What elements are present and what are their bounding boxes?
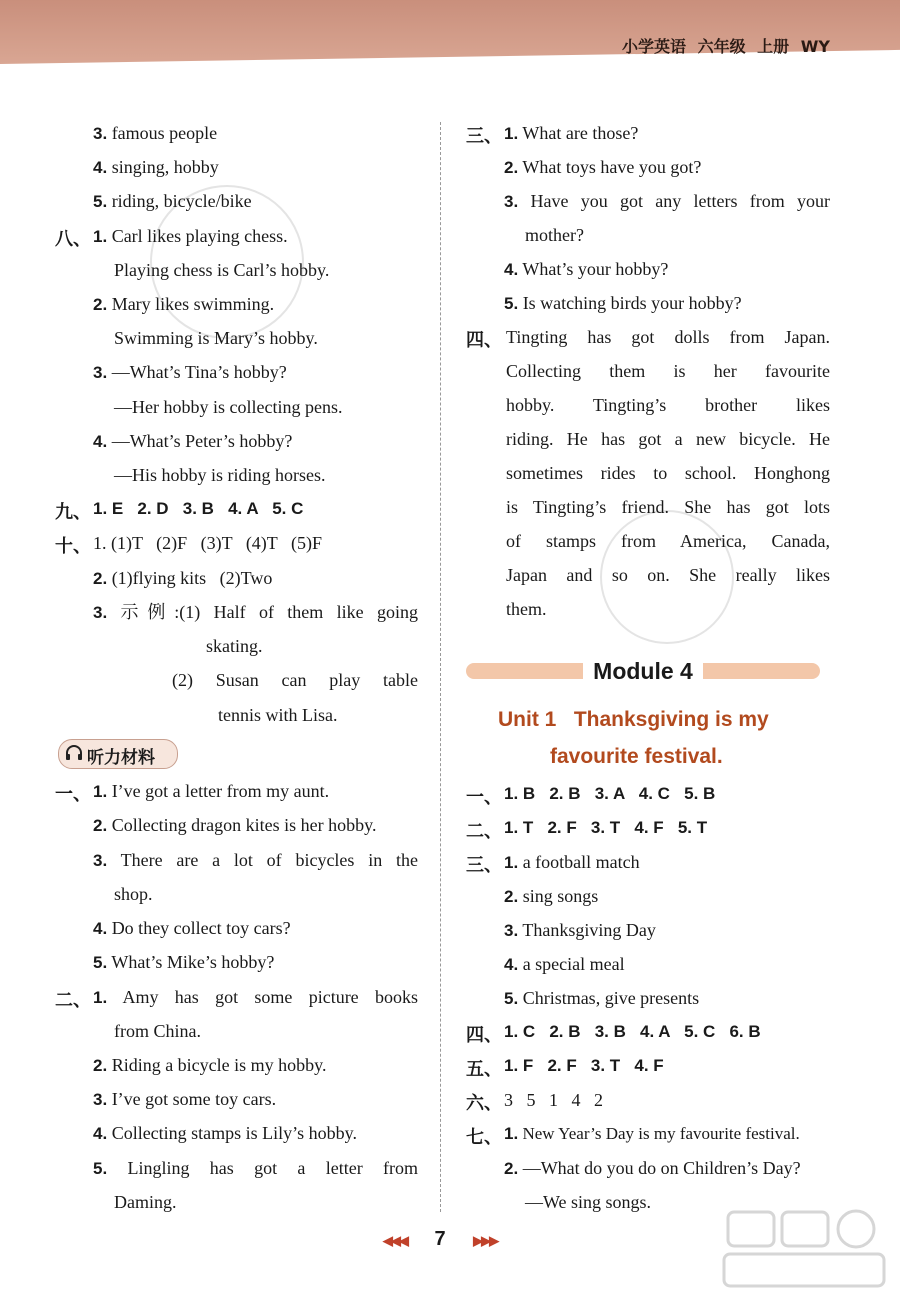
prev-arrows-icon[interactable]: ◀◀◀ — [382, 1233, 407, 1248]
answer-line: 3. Have you got any letters from your — [504, 191, 831, 211]
answer-line: 1. C 2. B 3. B 4. A 5. C 6. B — [504, 1022, 761, 1041]
passage-line: riding. He has got a new bicycle. He — [506, 429, 830, 449]
answer-line: skating. — [206, 636, 263, 656]
answer-line: 3 5 1 4 2 — [504, 1090, 603, 1110]
answer-line: Swimming is Mary’s hobby. — [114, 328, 318, 348]
answer-line: 2. —What do you do on Children’s Day? — [504, 1158, 801, 1178]
edition-label: WY — [800, 37, 830, 56]
answer-line: 1. New Year’s Day is my favourite festival. — [504, 1124, 800, 1143]
module-title: Module 4 — [583, 658, 703, 684]
answer-line: 4. What’s your hobby? — [504, 259, 669, 279]
section-marker: 一、 — [466, 787, 502, 808]
listening-line: 5. What’s Mike’s hobby? — [93, 952, 275, 972]
answer-line: 2. Mary likes swimming. — [93, 294, 275, 314]
passage-line: of stamps from America, Canada, — [506, 531, 830, 551]
passage-line: them. — [506, 599, 547, 619]
answer-line: 5. riding, bicycle/bike — [93, 191, 252, 211]
module-heading — [466, 657, 820, 685]
answer-line: 1. a football match — [504, 852, 640, 872]
section-marker: 五、 — [466, 1059, 502, 1080]
passage-line: Collecting them is her favourite — [506, 361, 830, 381]
listening-line: Daming. — [114, 1192, 177, 1212]
site-watermark-logo — [720, 1206, 890, 1292]
unit-title-line-2: favourite festival. — [550, 745, 723, 768]
answer-line: 1. Carl likes playing chess. — [93, 226, 288, 246]
listening-materials-tag — [58, 739, 178, 769]
listening-materials-label: 听力材料 — [87, 748, 155, 768]
answer-line: 4. —What’s Peter’s hobby? — [93, 431, 293, 451]
listening-line: 4. Collecting stamps is Lily’s hobby. — [93, 1123, 358, 1143]
section-marker: 二、 — [55, 990, 91, 1011]
listening-line: 4. Do they collect toy cars? — [93, 918, 291, 938]
answer-line: tennis with Lisa. — [218, 705, 338, 725]
listening-line: 5. Lingling has got a letter from — [93, 1158, 418, 1178]
answer-line: 1. F 2. F 3. T 4. F — [504, 1056, 664, 1075]
listening-line: 3. I’ve got some toy cars. — [93, 1089, 277, 1109]
answer-line: —We sing songs. — [525, 1192, 652, 1212]
answer-line: 5. Christmas, give presents — [504, 988, 700, 1008]
page-number: 7 — [434, 1228, 446, 1250]
section-marker: 三、 — [466, 126, 502, 147]
listening-line: from China. — [114, 1021, 201, 1041]
answer-line: —Her hobby is collecting pens. — [114, 397, 343, 417]
answer-line: 1. What are those? — [504, 123, 639, 143]
section-marker: 七、 — [466, 1127, 502, 1148]
column-divider — [440, 122, 441, 1212]
passage-line: sometimes rides to school. Honghong — [506, 463, 830, 483]
grade-label: 六年级 — [697, 37, 746, 56]
answer-line: 2. (1)flying kits (2)Two — [93, 568, 273, 588]
volume-label: 上册 — [757, 37, 790, 56]
next-arrows-icon[interactable]: ▶▶▶ — [473, 1233, 498, 1248]
answer-line: 1. B 2. B 3. A 4. C 5. B — [504, 784, 716, 803]
section-marker: 四、 — [466, 1025, 502, 1046]
answer-line: mother? — [525, 225, 584, 245]
answer-line: Playing chess is Carl’s hobby. — [114, 260, 330, 280]
page-navigation — [370, 1228, 510, 1251]
answer-line: 5. Is watching birds your hobby? — [504, 293, 742, 313]
section-marker: 十、 — [55, 536, 91, 557]
passage-line: is Tingting’s friend. She has got lots — [506, 497, 830, 517]
answer-line: 1. T 2. F 3. T 4. F 5. T — [504, 818, 708, 837]
section-marker: 一、 — [55, 784, 91, 805]
answer-line: 1. (1)T (2)F (3)T (4)T (5)F — [93, 533, 322, 553]
section-marker: 六、 — [466, 1093, 502, 1114]
unit-title-line-1: Unit 1 Thanksgiving is my — [498, 708, 769, 731]
listening-line: 2. Riding a bicycle is my hobby. — [93, 1055, 327, 1075]
answer-line: 3. —What’s Tina’s hobby? — [93, 362, 287, 382]
answer-line: —His hobby is riding horses. — [114, 465, 326, 485]
answer-line: 2. sing songs — [504, 886, 599, 906]
answer-line: 3. Thanksgiving Day — [504, 920, 656, 940]
listening-line: 1. I’ve got a letter from my aunt. — [93, 781, 330, 801]
answer-line: 4. singing, hobby — [93, 157, 219, 177]
answer-line: 2. What toys have you got? — [504, 157, 702, 177]
section-marker: 四、 — [466, 330, 502, 351]
passage-line: Tingting has got dolls from Japan. — [506, 327, 830, 347]
listening-line: 2. Collecting dragon kites is her hobby. — [93, 815, 377, 835]
listening-line: 1. Amy has got some picture books — [93, 987, 418, 1007]
answer-line: (2) Susan can play table — [172, 670, 418, 690]
book-info — [622, 34, 830, 57]
passage-line: hobby. Tingting’s brother likes — [506, 395, 830, 415]
headphones-icon — [65, 745, 83, 761]
answer-line: 3. famous people — [93, 123, 218, 143]
section-marker: 二、 — [466, 821, 502, 842]
subject-label: 小学英语 — [621, 37, 686, 56]
section-marker: 九、 — [55, 502, 91, 523]
listening-line: shop. — [114, 884, 153, 904]
answer-line: 1. E 2. D 3. B 4. A 5. C — [93, 499, 304, 518]
answer-line: 3. 示例:(1) Half of them like going — [93, 602, 418, 622]
section-marker: 三、 — [466, 855, 502, 876]
answer-line: 4. a special meal — [504, 954, 625, 974]
passage-line: Japan and so on. She really likes — [506, 565, 830, 585]
section-marker: 八、 — [55, 229, 91, 250]
listening-line: 3. There are a lot of bicycles in the — [93, 850, 418, 870]
